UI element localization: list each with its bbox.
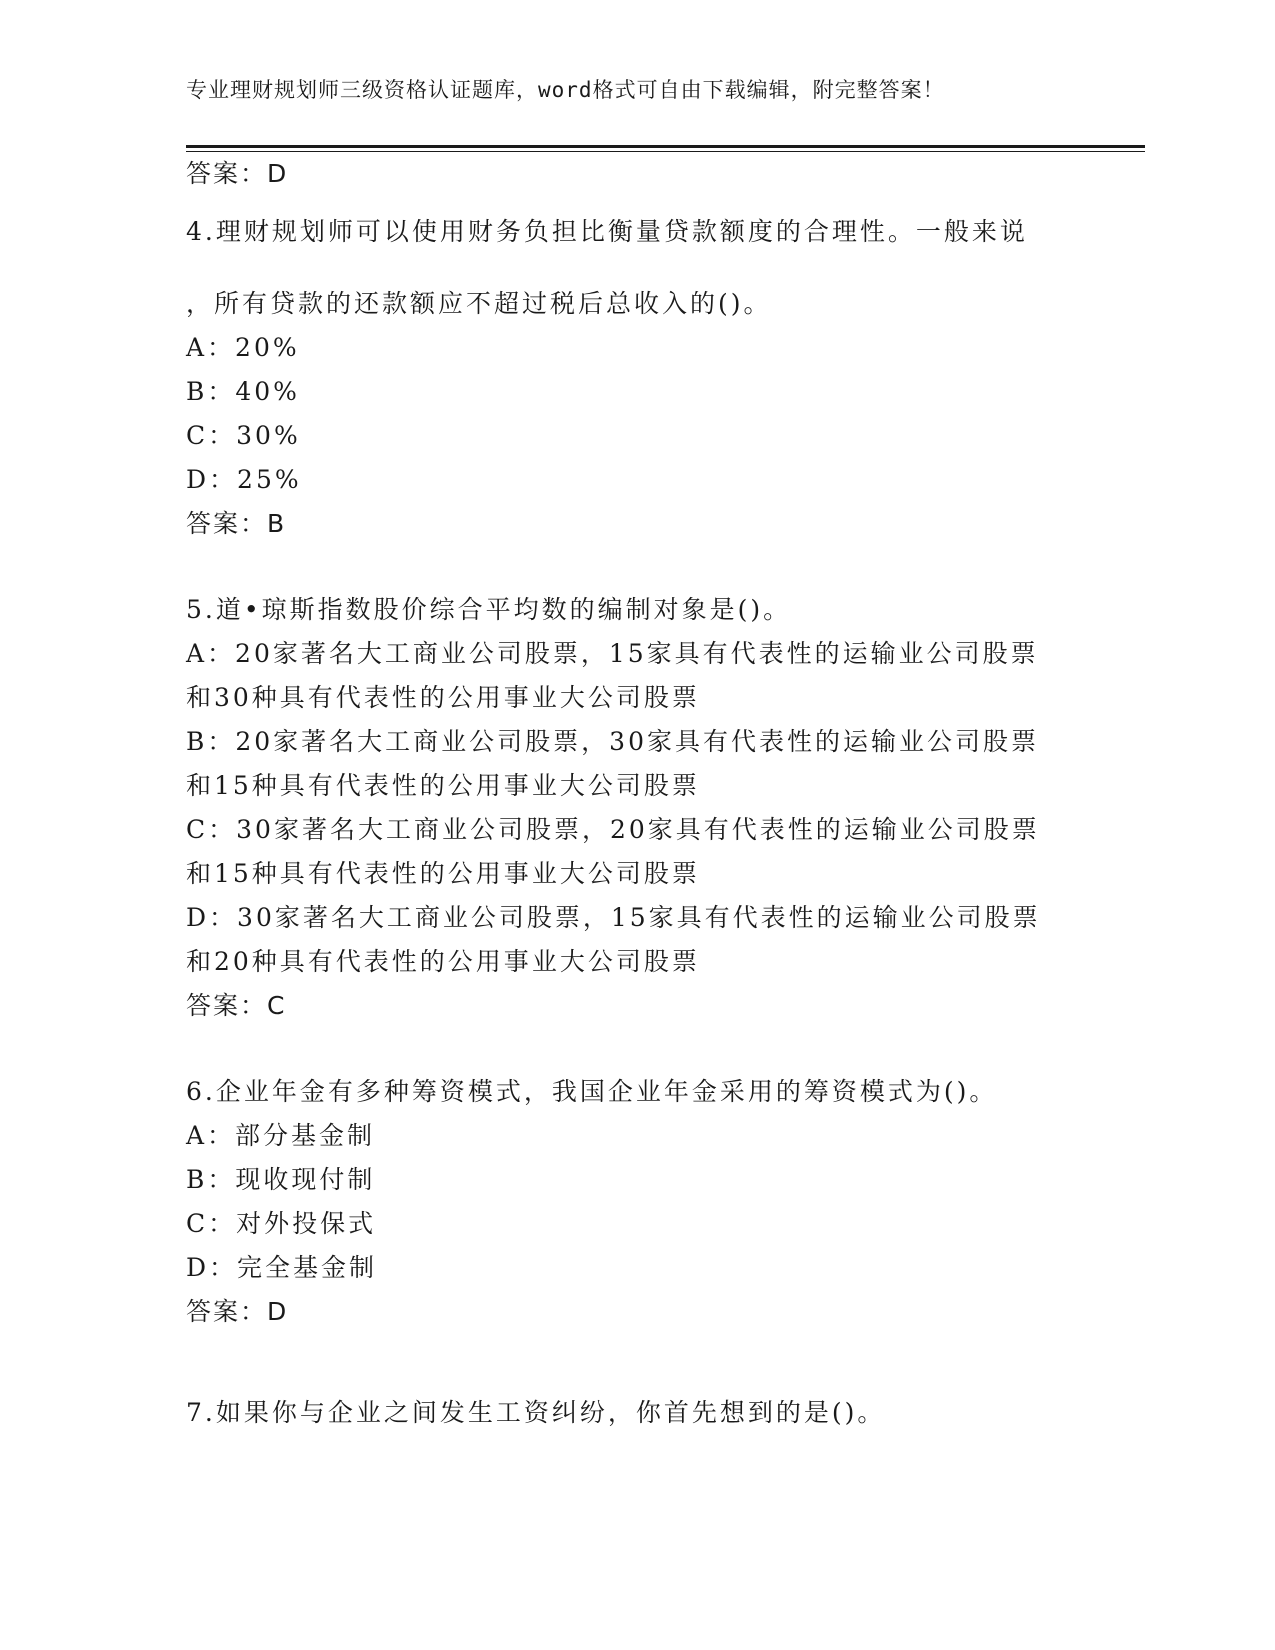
- question-6-stem: 6.企业年金有多种筹资模式，我国企业年金采用的筹资模式为()。: [186, 1077, 998, 1106]
- header-rule-thin: [186, 151, 1145, 152]
- question-4-option-d: D：25%: [186, 465, 302, 494]
- question-5-stem: 5.道•琼斯指数股价综合平均数的编制对象是()。: [186, 595, 792, 624]
- page-header: 专业理财规划师三级资格认证题库，word格式可自由下载编辑，附完整答案！: [186, 78, 945, 102]
- question-5-option-a-line1: A：20家著名大工商业公司股票，15家具有代表性的运输业公司股票: [186, 639, 1039, 668]
- answer-previous: 答案：D: [186, 159, 289, 188]
- question-6-option-d: D：完全基金制: [186, 1253, 378, 1282]
- question-5-option-d-line2: 和20种具有代表性的公用事业大公司股票: [186, 947, 700, 976]
- question-4-option-c: C：30%: [186, 421, 301, 450]
- question-7-stem: 7.如果你与企业之间发生工资纠纷，你首先想到的是()。: [186, 1398, 886, 1427]
- header-rule-thick: [186, 145, 1145, 148]
- question-5-option-b-line2: 和15种具有代表性的公用事业大公司股票: [186, 771, 700, 800]
- question-5-option-c-line2: 和15种具有代表性的公用事业大公司股票: [186, 859, 700, 888]
- question-5-option-a-line2: 和30种具有代表性的公用事业大公司股票: [186, 683, 700, 712]
- question-4-option-a: A：20%: [186, 333, 300, 362]
- question-5-answer: 答案：C: [186, 991, 287, 1020]
- question-6-option-b: B：现收现付制: [186, 1165, 376, 1194]
- question-5-option-d-line1: D：30家著名大工商业公司股票，15家具有代表性的运输业公司股票: [186, 903, 1041, 932]
- question-4-answer: 答案：B: [186, 509, 287, 538]
- question-4-stem-line2: ，所有贷款的还款额应不超过税后总收入的()。: [186, 289, 772, 318]
- question-6-option-a: A：部分基金制: [186, 1121, 376, 1150]
- question-6-option-c: C：对外投保式: [186, 1209, 377, 1238]
- question-4-option-b: B：40%: [186, 377, 300, 406]
- question-5-option-b-line1: B：20家著名大工商业公司股票，30家具有代表性的运输业公司股票: [186, 727, 1039, 756]
- question-6-answer: 答案：D: [186, 1297, 289, 1326]
- question-5-option-c-line1: C：30家著名大工商业公司股票，20家具有代表性的运输业公司股票: [186, 815, 1040, 844]
- question-4-stem-line1: 4.理财规划师可以使用财务负担比衡量贷款额度的合理性。一般来说: [186, 217, 1028, 246]
